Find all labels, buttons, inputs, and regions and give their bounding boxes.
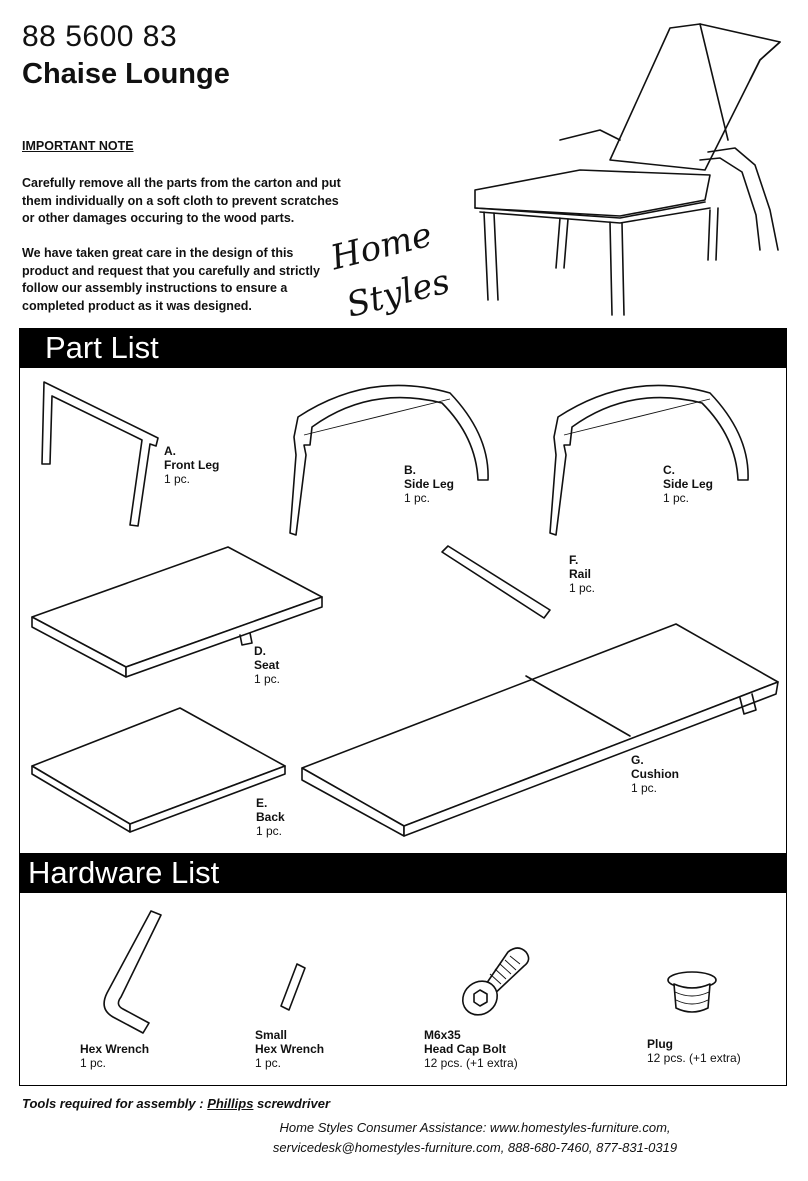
part-f-qty: 1 pc. xyxy=(569,581,596,595)
tools-prefix: Tools required for assembly : xyxy=(22,1096,208,1111)
part-g-label xyxy=(631,753,679,795)
head-cap-bolt-size: M6x35 xyxy=(424,1028,461,1042)
part-e-letter: E. xyxy=(256,796,268,810)
part-f-label xyxy=(569,553,595,595)
part-list-header: Part List xyxy=(19,328,787,368)
home-styles-logo xyxy=(325,214,455,326)
small-hex-wrench-name: Hex Wrench xyxy=(255,1042,325,1056)
part-d-seat-drawing xyxy=(30,545,330,685)
hex-wrench-name: Hex Wrench xyxy=(80,1042,150,1056)
small-hex-wrench-drawing xyxy=(275,960,315,1016)
part-e-name: Back xyxy=(256,810,285,824)
part-e-back-drawing xyxy=(30,706,290,836)
part-g-name: Cushion xyxy=(631,767,679,781)
product-title: Chaise Lounge xyxy=(22,58,230,90)
part-f-rail-drawing xyxy=(438,544,558,624)
chaise-lounge-illustration xyxy=(460,20,790,320)
head-cap-bolt-name: Head Cap Bolt xyxy=(424,1042,507,1056)
part-a-front-leg-drawing xyxy=(38,378,158,538)
part-d-qty: 1 pc. xyxy=(254,672,281,686)
product-sku: 88 5600 83 xyxy=(22,20,178,53)
plug-name: Plug xyxy=(647,1037,673,1051)
part-b-letter: B. xyxy=(404,463,416,477)
part-a-letter: A. xyxy=(164,444,176,458)
part-d-name: Seat xyxy=(254,658,280,672)
logo-line-2: Styles xyxy=(342,261,454,326)
part-b-name: Side Leg xyxy=(404,477,455,491)
part-c-side-leg-drawing xyxy=(550,375,760,540)
part-b-qty: 1 pc. xyxy=(404,491,431,505)
hex-wrench-label xyxy=(80,1042,149,1070)
tools-required xyxy=(22,1096,330,1111)
hex-wrench-qty: 1 pc. xyxy=(80,1056,107,1070)
part-b-label xyxy=(404,463,454,505)
part-c-letter: C. xyxy=(663,463,675,477)
part-f-name: Rail xyxy=(569,567,592,581)
part-g-letter: G. xyxy=(631,753,644,767)
consumer-assistance-line-2: servicedesk@homestyles-furniture.com, 888-680-7460, 877-831-0319 xyxy=(272,1140,678,1155)
plug-qty: 12 pcs. (+1 extra) xyxy=(647,1051,741,1065)
part-a-qty: 1 pc. xyxy=(164,472,191,486)
part-g-qty: 1 pc. xyxy=(631,781,658,795)
head-cap-bolt-drawing xyxy=(460,944,540,1024)
part-e-label xyxy=(256,796,285,838)
head-cap-bolt-qty: 12 pcs. (+1 extra) xyxy=(424,1056,518,1070)
part-c-label xyxy=(663,463,713,505)
head-cap-bolt-label xyxy=(424,1028,518,1070)
part-e-qty: 1 pc. xyxy=(256,824,283,838)
part-c-name: Side Leg xyxy=(663,477,714,491)
hardware-list-header: Hardware List xyxy=(19,853,787,893)
tools-tool: Phillips xyxy=(207,1096,254,1111)
part-f-letter: F. xyxy=(569,553,579,567)
part-a-name: Front Leg xyxy=(164,458,220,472)
part-d-letter: D. xyxy=(254,644,266,658)
part-d-label xyxy=(254,644,280,686)
logo-line-1: Home xyxy=(326,214,437,279)
important-note-heading: IMPORTANT NOTE xyxy=(22,139,134,153)
part-g-cushion-drawing xyxy=(300,620,780,840)
part-c-qty: 1 pc. xyxy=(663,491,690,505)
hex-wrench-drawing xyxy=(85,905,175,1035)
consumer-assistance-line-1: Home Styles Consumer Assistance: www.homestyles-furniture.com, xyxy=(279,1120,671,1135)
tools-suffix: screwdriver xyxy=(253,1096,331,1111)
small-hex-wrench-qty: 1 pc. xyxy=(255,1056,282,1070)
part-a-label xyxy=(164,444,219,486)
plug-label xyxy=(647,1037,741,1065)
small-hex-wrench-label xyxy=(255,1028,324,1070)
important-note-paragraph-2: We have taken great care in the design of this product and request that you carefully and strictly follow our assembly instructions to ensure a completed product as it was designed. xyxy=(22,246,320,313)
small-hex-wrench-name-line1: Small xyxy=(255,1028,288,1042)
plug-drawing xyxy=(662,970,722,1020)
important-note-paragraph-1: Carefully remove all the parts from the carton and put them individually on a soft cloth to prevent scratches or other damages occuring to the wood parts. xyxy=(22,176,341,225)
part-b-side-leg-drawing xyxy=(290,375,500,540)
